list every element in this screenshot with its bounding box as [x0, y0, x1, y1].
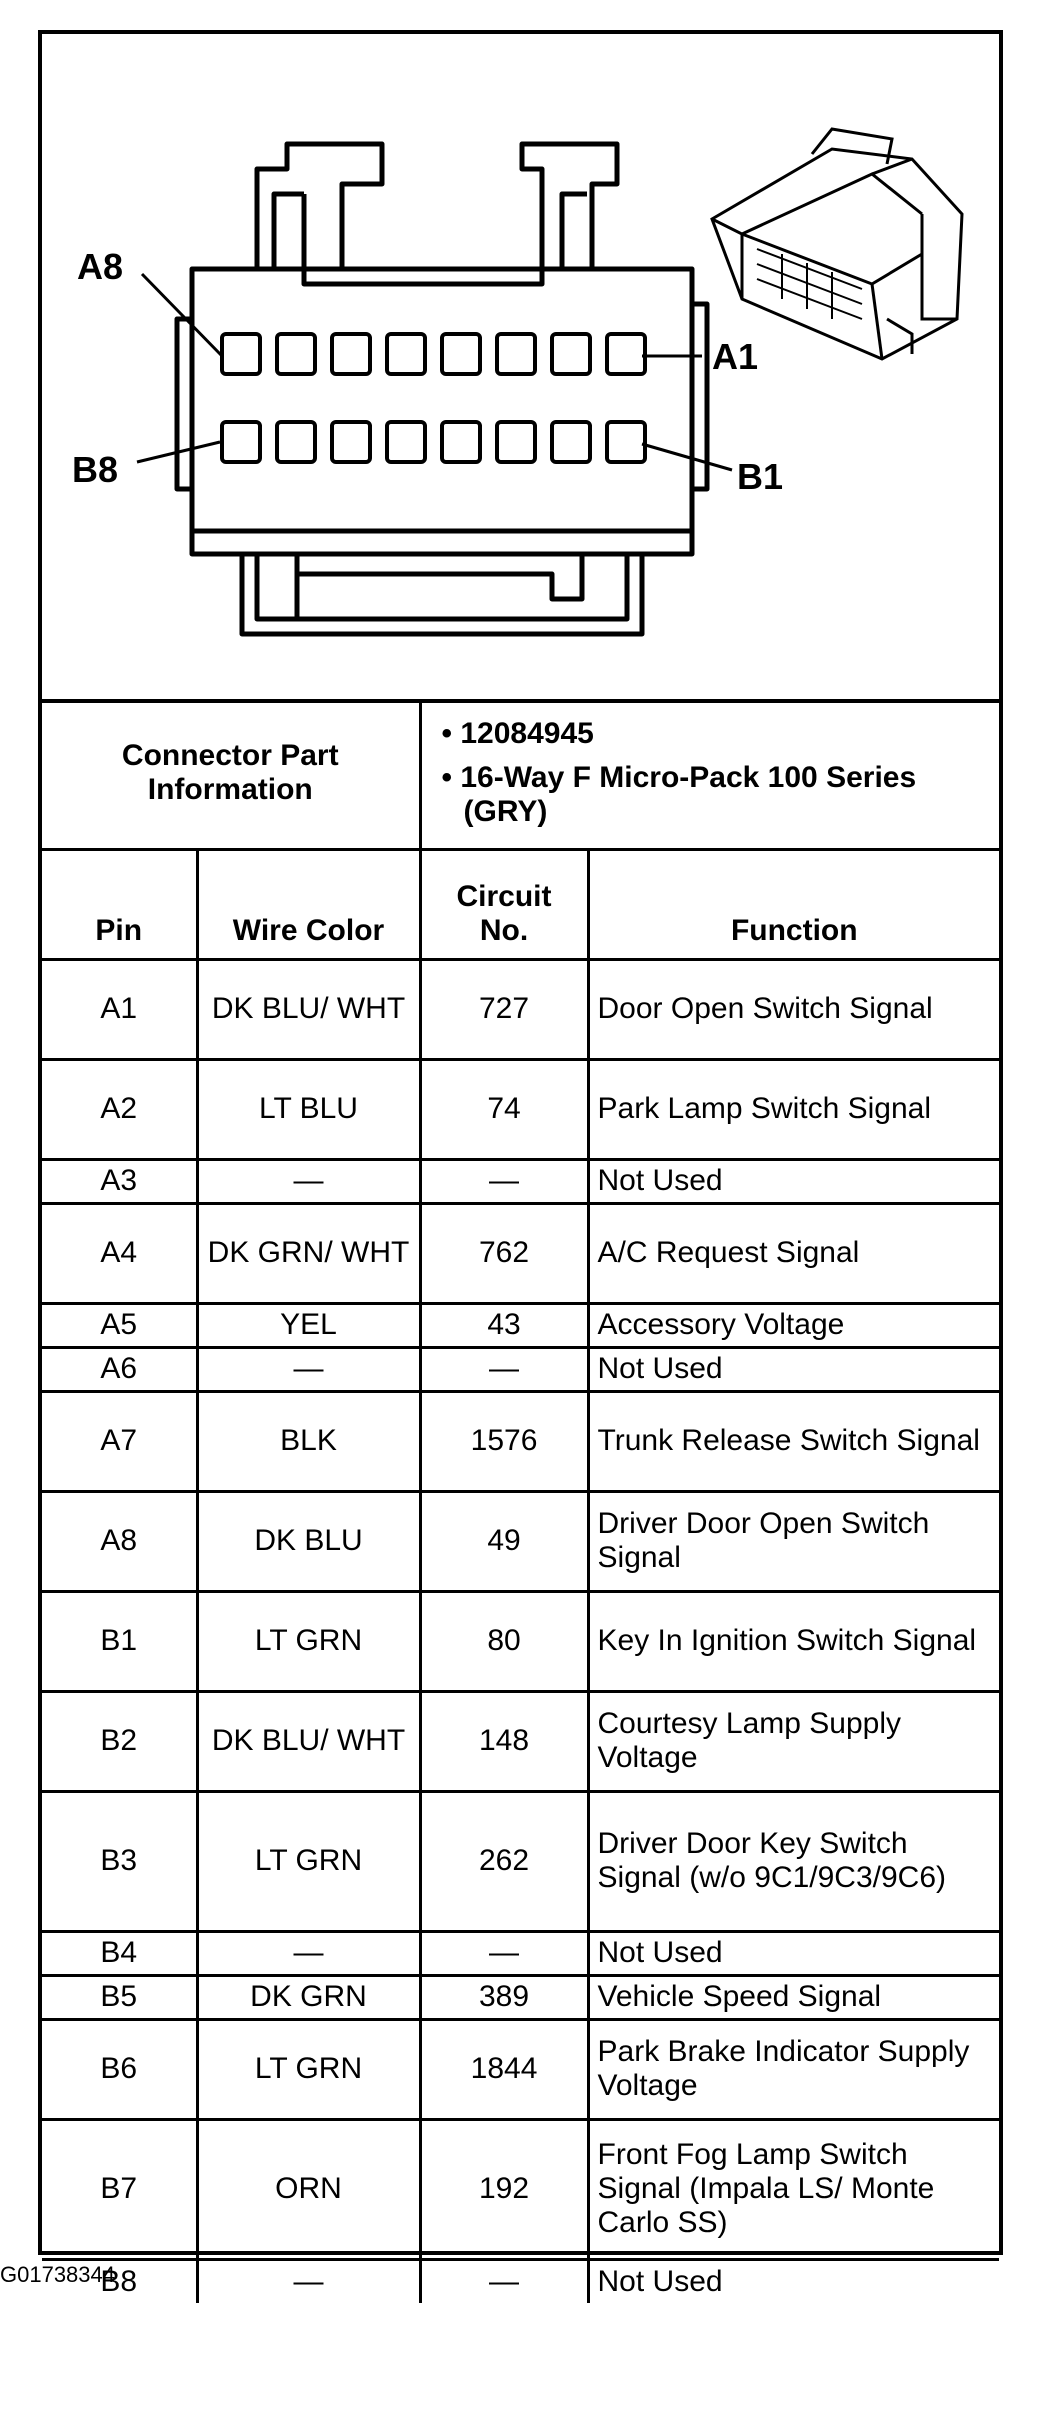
pin-cell: A6 — [42, 1347, 197, 1391]
pin-row — [42, 1975, 999, 2019]
circuit-cell: 80 — [420, 1591, 588, 1691]
pin-cavity — [497, 334, 535, 374]
pin-row — [42, 1491, 999, 1591]
pin-row — [42, 1931, 999, 1975]
pin-row — [42, 1159, 999, 1203]
wire-color-cell: LT GRN — [197, 1591, 420, 1691]
pin-row — [42, 959, 999, 1059]
pin-cell: B7 — [42, 2119, 197, 2259]
pin-row — [42, 1303, 999, 1347]
circuit-cell: 43 — [420, 1303, 588, 1347]
circuit-cell: 148 — [420, 1691, 588, 1791]
pin-cavity — [497, 422, 535, 462]
wire-color-cell: — — [197, 1931, 420, 1975]
wire-color-cell: LT BLU — [197, 1059, 420, 1159]
pin-cavity — [332, 334, 370, 374]
header-wire-color: Wire Color — [197, 849, 420, 959]
circuit-cell: 49 — [420, 1491, 588, 1591]
pin-row — [42, 1391, 999, 1491]
wire-color-cell: DK BLU — [197, 1491, 420, 1591]
pin-row — [42, 1203, 999, 1303]
pin-row — [42, 2259, 999, 2303]
pin-cell: A5 — [42, 1303, 197, 1347]
header-pin: Pin — [42, 849, 197, 959]
pin-cell: B2 — [42, 1691, 197, 1791]
pin-cell: B1 — [42, 1591, 197, 1691]
function-cell: Not Used — [588, 2259, 999, 2303]
pin-row — [42, 1059, 999, 1159]
pin-cavity — [552, 422, 590, 462]
pin-cell: A8 — [42, 1491, 197, 1591]
label-b1: B1 — [737, 456, 784, 497]
connector-part-number: • 12084945 — [441, 717, 594, 751]
function-cell: Courtesy Lamp Supply Voltage — [588, 1691, 999, 1791]
circuit-cell: — — [420, 2259, 588, 2303]
wire-color-cell: — — [197, 2259, 420, 2303]
pin-cavity — [222, 422, 260, 462]
circuit-cell: 1576 — [420, 1391, 588, 1491]
connector-info-row — [42, 699, 999, 849]
connector-diagram — [42, 34, 999, 703]
label-a8: A8 — [77, 246, 124, 287]
label-b8: B8 — [72, 449, 119, 490]
wire-color-cell: — — [197, 1159, 420, 1203]
circuit-cell: 389 — [420, 1975, 588, 2019]
pinout-table — [42, 699, 999, 2303]
pin-cell: B4 — [42, 1931, 197, 1975]
pin-cavity — [222, 334, 260, 374]
pin-cell: A4 — [42, 1203, 197, 1303]
pin-cavity — [552, 334, 590, 374]
pin-row — [42, 1691, 999, 1791]
header-row — [42, 849, 999, 959]
function-cell: Not Used — [588, 1931, 999, 1975]
pin-row — [42, 2019, 999, 2119]
function-cell: Key In Ignition Switch Signal — [588, 1591, 999, 1691]
function-cell: Not Used — [588, 1159, 999, 1203]
wire-color-cell: DK BLU/ WHT — [197, 959, 420, 1059]
function-cell: Driver Door Key Switch Signal (w/o 9C1/9C3/9C6) — [588, 1791, 999, 1931]
circuit-cell: 262 — [420, 1791, 588, 1931]
circuit-cell: — — [420, 1931, 588, 1975]
pin-cell: B3 — [42, 1791, 197, 1931]
wire-color-cell: — — [197, 1347, 420, 1391]
wire-color-cell: DK GRN/ WHT — [197, 1203, 420, 1303]
circuit-cell: 762 — [420, 1203, 588, 1303]
function-cell: Accessory Voltage — [588, 1303, 999, 1347]
function-cell: Door Open Switch Signal — [588, 959, 999, 1059]
pin-cell: B8 — [42, 2259, 197, 2303]
connector-description: • 16-Way F Micro-Pack 100 Series (GRY) — [441, 761, 917, 829]
header-function: Function — [588, 849, 999, 959]
connector-face-drawing — [42, 34, 999, 699]
function-cell: Trunk Release Switch Signal — [588, 1391, 999, 1491]
header-circuit: Circuit No. — [420, 849, 588, 959]
connector-info-values — [420, 699, 999, 849]
pin-cavity — [277, 334, 315, 374]
wire-color-cell: LT GRN — [197, 2019, 420, 2119]
pin-cavity — [442, 334, 480, 374]
pin-row — [42, 1791, 999, 1931]
wire-color-cell: YEL — [197, 1303, 420, 1347]
circuit-cell: 192 — [420, 2119, 588, 2259]
function-cell: Park Lamp Switch Signal — [588, 1059, 999, 1159]
pin-cavity — [607, 422, 645, 462]
circuit-cell: — — [420, 1159, 588, 1203]
function-cell: Driver Door Open Switch Signal — [588, 1491, 999, 1591]
wire-color-cell: DK BLU/ WHT — [197, 1691, 420, 1791]
pin-cavity — [277, 422, 315, 462]
connector-info-label: Connector Part Information — [42, 699, 420, 849]
pin-cell: B6 — [42, 2019, 197, 2119]
wire-color-cell: DK GRN — [197, 1975, 420, 2019]
pin-cell: A7 — [42, 1391, 197, 1491]
connector-3d-view — [712, 129, 962, 359]
pin-row — [42, 2119, 999, 2259]
wire-color-cell: LT GRN — [197, 1791, 420, 1931]
circuit-cell: 74 — [420, 1059, 588, 1159]
pin-cavity — [442, 422, 480, 462]
function-cell: Park Brake Indicator Supply Voltage — [588, 2019, 999, 2119]
function-cell: Vehicle Speed Signal — [588, 1975, 999, 2019]
circuit-cell: 1844 — [420, 2019, 588, 2119]
pin-cell: A1 — [42, 959, 197, 1059]
pin-row — [42, 1347, 999, 1391]
pin-row — [42, 1591, 999, 1691]
pin-cell: B5 — [42, 1975, 197, 2019]
figure-code: G01738344 — [0, 2262, 115, 2287]
pin-cavity — [387, 334, 425, 374]
wire-color-cell: ORN — [197, 2119, 420, 2259]
pin-cell: A3 — [42, 1159, 197, 1203]
pin-cavity — [332, 422, 370, 462]
label-a1: A1 — [712, 336, 759, 377]
circuit-cell: — — [420, 1347, 588, 1391]
wire-color-cell: BLK — [197, 1391, 420, 1491]
function-cell: Front Fog Lamp Switch Signal (Impala LS/ Monte Carlo SS) — [588, 2119, 999, 2259]
pin-cell: A2 — [42, 1059, 197, 1159]
pin-cavity — [607, 334, 645, 374]
circuit-cell: 727 — [420, 959, 588, 1059]
pin-cavity — [387, 422, 425, 462]
function-cell: A/C Request Signal — [588, 1203, 999, 1303]
function-cell: Not Used — [588, 1347, 999, 1391]
